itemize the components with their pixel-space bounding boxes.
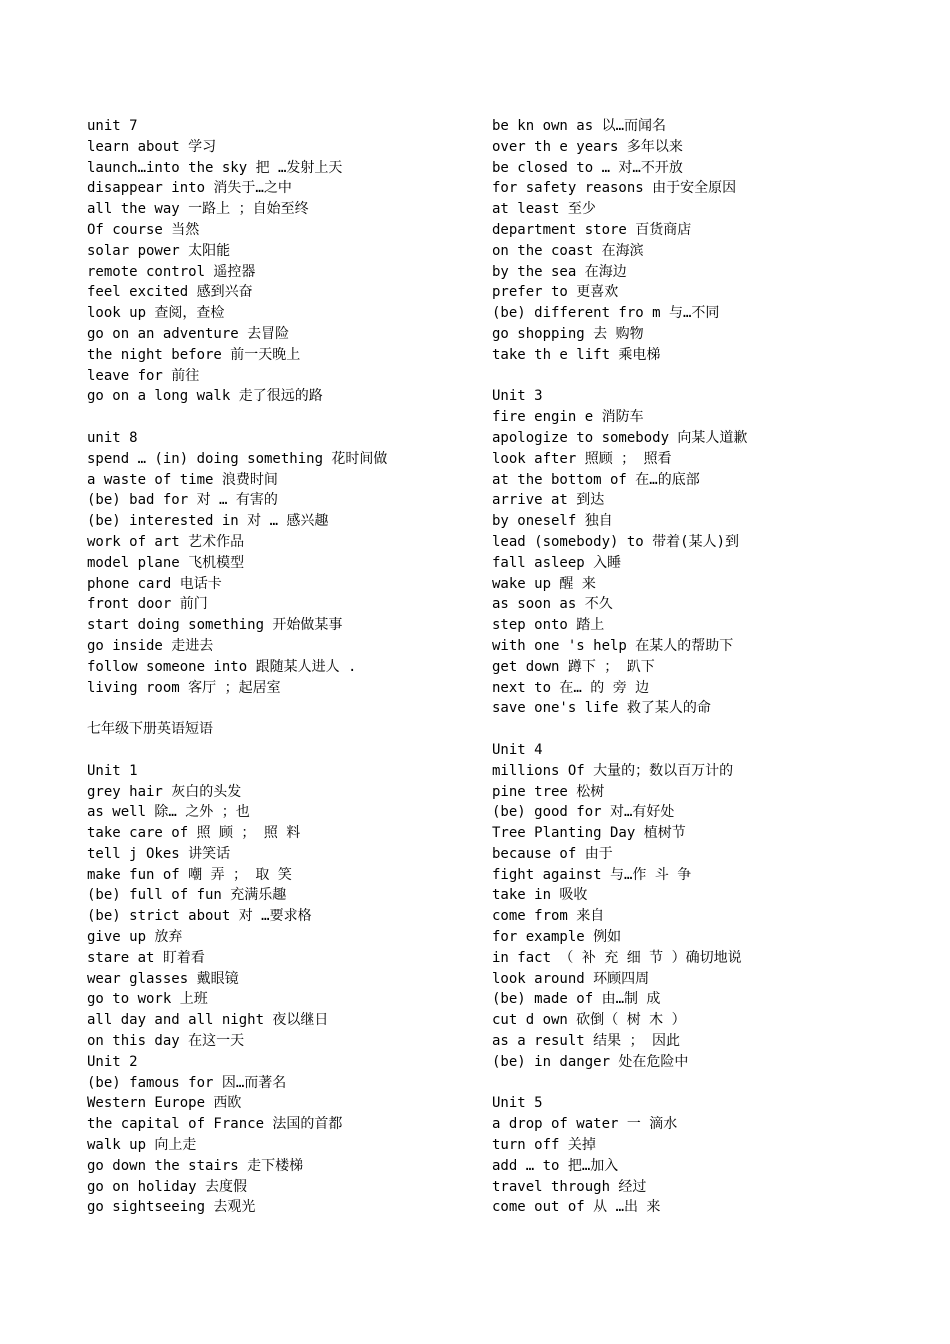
- phrase-line: because of 由于: [492, 845, 613, 862]
- phrase-line: grey hair 灰白的头发: [87, 783, 242, 800]
- phrase-line: get down 蹲下 ； 趴下: [492, 658, 655, 675]
- phrase-line: leave for 前往: [87, 367, 200, 384]
- phrase-line: go on holiday 去度假: [87, 1178, 248, 1195]
- phrase-line: remote control 遥控器: [87, 263, 256, 280]
- phrase-line: (be) different fro m 与…不同: [492, 305, 720, 322]
- phrase-line: go sightseeing 去观光: [87, 1199, 256, 1216]
- phrase-line: take in 吸收: [492, 887, 588, 904]
- phrase-line: look after 照顾 ； 照看: [492, 450, 672, 467]
- phrase-line: model plane 飞机模型: [87, 554, 245, 571]
- phrase-line: unit 8: [87, 429, 138, 446]
- phrase-line: Unit 2: [87, 1053, 138, 1070]
- phrase-line: (be) in danger 处在危险中: [492, 1053, 689, 1070]
- phrase-line: stare at 盯着看: [87, 949, 205, 966]
- phrase-line: follow someone into 跟随某人进人 .: [87, 658, 357, 675]
- phrase-line: [492, 719, 912, 740]
- phrase-line: unit 7: [87, 118, 138, 134]
- phrase-line: arrive at 到达: [492, 492, 605, 509]
- phrase-line: (be) interested in 对 … 感兴趣: [87, 513, 329, 530]
- phrase-line: for example 例如: [492, 929, 622, 946]
- phrase-line: as well 除… 之外 ；也: [87, 804, 250, 821]
- phrase-line: go inside 走进去: [87, 637, 214, 654]
- phrase-line: living room 客厅 ；起居室: [87, 679, 281, 696]
- phrase-line: with one 's help 在某人的帮助下: [492, 637, 734, 654]
- phrase-line: Tree Planting Day 植树节: [492, 825, 686, 842]
- phrase-line: pine tree 松树: [492, 783, 605, 800]
- phrase-line: take care of 照 顾 ； 照 料: [87, 825, 301, 842]
- phrase-line: Of course 当然: [87, 221, 200, 238]
- phrase-line: learn about 学习: [87, 138, 217, 155]
- phrase-line: come out of 从 …出 来: [492, 1199, 661, 1216]
- phrase-line: look up 查阅，查检: [87, 305, 225, 322]
- phrase-line: for safety reasons 由于安全原因: [492, 180, 737, 197]
- phrase-line: cut d own 砍倒（ 树 木 ）: [492, 1012, 686, 1029]
- phrase-line: (be) strict about 对 …要求格: [87, 908, 312, 925]
- phrase-line: fire engin e 消防车: [492, 409, 644, 426]
- phrase-line: the capital of France 法国的首都: [87, 1116, 343, 1133]
- phrase-line: all day and all night 夜以继日: [87, 1012, 329, 1029]
- phrase-line: millions Of 大量的；数以百万计的: [492, 762, 734, 779]
- phrase-line: phone card 电话卡: [87, 575, 222, 592]
- phrase-line: front door 前门: [87, 596, 208, 613]
- phrase-line: disappear into 消失于…之中: [87, 180, 292, 197]
- phrase-line: (be) famous for 因…而著名: [87, 1074, 287, 1091]
- phrase-line: at least 至少: [492, 201, 596, 218]
- phrase-line: fall asleep 入睡: [492, 554, 622, 571]
- phrase-line: lead (somebody) to 带着(某人)到: [492, 533, 740, 550]
- phrase-line: go down the stairs 走下楼梯: [87, 1157, 304, 1174]
- phrase-line: on the coast 在海滨: [492, 242, 644, 259]
- phrase-line: (be) full of fun 充满乐趣: [87, 887, 287, 904]
- phrase-line: (be) made of 由…制 成: [492, 991, 661, 1008]
- phrase-line: Western Europe 西欧: [87, 1095, 242, 1112]
- right-column: [492, 116, 912, 1218]
- phrase-line: go on an adventure 去冒险: [87, 325, 290, 342]
- phrase-line: prefer to 更喜欢: [492, 284, 619, 301]
- phrase-line: the night before 前一天晚上: [87, 346, 301, 363]
- phrase-line: be closed to … 对…不开放: [492, 159, 683, 176]
- phrase-line: take th e lift 乘电梯: [492, 346, 661, 363]
- phrase-line: look around 环顾四周: [492, 970, 650, 987]
- phrase-line: in fact （ 补 充 细 节 ）确切地说: [492, 949, 742, 966]
- phrase-line: all the way 一路上 ；自始至终: [87, 201, 309, 218]
- phrase-line: by the sea 在海边: [492, 263, 627, 280]
- phrase-line: go shopping 去 购物: [492, 325, 644, 342]
- phrase-line: as a result 结果 ； 因此: [492, 1033, 681, 1050]
- phrase-line: Unit 4: [492, 741, 543, 758]
- phrase-line: feel excited 感到兴奋: [87, 284, 253, 301]
- phrase-line: go on a long walk 走了很远的路: [87, 388, 323, 405]
- phrase-line: Unit 5: [492, 1095, 543, 1112]
- phrase-line: next to 在… 的 旁 边: [492, 679, 650, 696]
- phrase-line: as soon as 不久: [492, 596, 613, 613]
- phrase-line: by oneself 独自: [492, 513, 613, 530]
- phrase-line: make fun of 嘲 弄 ； 取 笑: [87, 866, 292, 883]
- phrase-line: go to work 上班: [87, 991, 208, 1008]
- phrase-line: add … to 把…加入: [492, 1157, 619, 1174]
- left-column: [87, 116, 477, 1218]
- phrase-line: launch…into the sky 把 …发射上天: [87, 159, 343, 176]
- phrase-line: apologize to somebody 向某人道歉: [492, 429, 748, 446]
- phrase-line: wear glasses 戴眼镜: [87, 970, 239, 987]
- phrase-line: at the bottom of 在…的底部: [492, 471, 700, 488]
- phrase-line: [492, 1073, 912, 1094]
- phrase-line: come from 来自: [492, 908, 605, 925]
- phrase-line: start doing something 开始做某事: [87, 617, 343, 634]
- phrase-line: step onto 踏上: [492, 617, 605, 634]
- phrase-line: Unit 3: [492, 388, 543, 405]
- phrase-line: 七年级下册英语短语: [87, 721, 213, 738]
- phrase-line: be kn own as 以…而闻名: [492, 118, 667, 134]
- phrase-line: travel through 经过: [492, 1178, 647, 1195]
- phrase-line: [492, 366, 912, 387]
- phrase-line: [87, 740, 477, 761]
- phrase-line: (be) good for 对…有好处: [492, 804, 675, 821]
- phrase-line: tell j Okes 讲笑话: [87, 845, 231, 862]
- phrase-line: [87, 698, 477, 719]
- phrase-line: (be) bad for 对 … 有害的: [87, 492, 278, 509]
- phrase-line: [87, 407, 477, 428]
- phrase-line: on this day 在这一天: [87, 1033, 245, 1050]
- phrase-line: give up 放弃: [87, 929, 183, 946]
- phrase-line: department store 百货商店: [492, 221, 692, 238]
- phrase-line: fight against 与…作 斗 争: [492, 866, 692, 883]
- phrase-line: spend … (in) doing something 花时间做: [87, 450, 388, 467]
- phrase-line: work of art 艺术作品: [87, 533, 245, 550]
- phrase-line: turn off 关掉: [492, 1137, 596, 1154]
- phrase-line: solar power 太阳能: [87, 242, 231, 259]
- phrase-line: a waste of time 浪费时间: [87, 471, 278, 488]
- phrase-line: walk up 向上走: [87, 1137, 197, 1154]
- phrase-line: save one's life 救了某人的命: [492, 700, 711, 717]
- phrase-line: Unit 1: [87, 762, 138, 779]
- phrase-line: a drop of water 一 滴水: [492, 1116, 678, 1133]
- phrase-line: wake up 醒 来: [492, 575, 596, 592]
- phrase-line: over th e years 多年以来: [492, 138, 683, 155]
